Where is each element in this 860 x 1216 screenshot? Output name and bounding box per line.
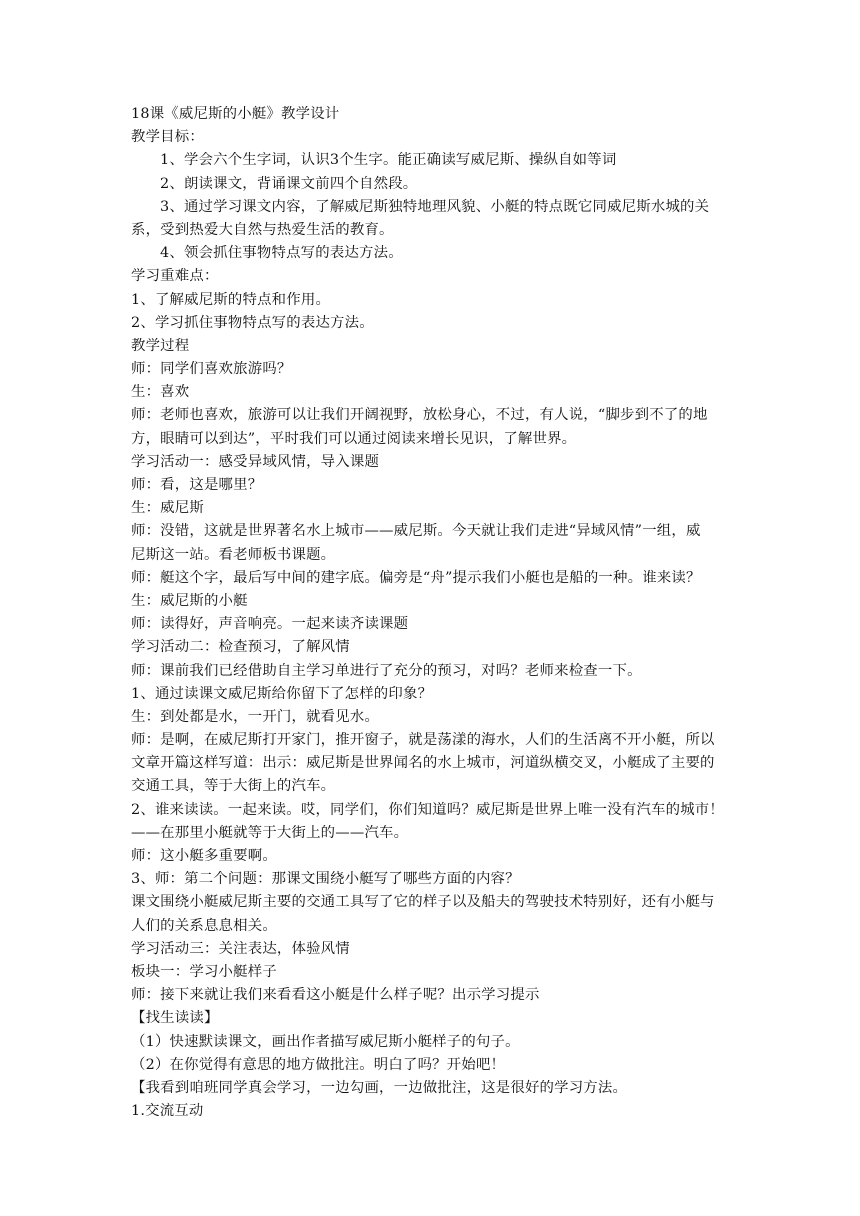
document-line: 师：这小艇多重要啊。	[131, 848, 277, 864]
document-line: 4、领会抓住事物特点写的表达方法。	[160, 245, 403, 262]
document-line: 师：接下来就让我们来看看这小艇是什么样子呢？出示学习提示	[131, 987, 540, 1004]
document-line: 师：读得好，声音响亮。一起来读齐读课题	[131, 616, 409, 633]
document-line: （1）快速默读课文，画出作者描写威尼斯小艇样子的句子。	[131, 1033, 520, 1050]
document-line: 3、通过学习课文内容，了解威尼斯独特地理风貌、小艇的特点既它同威尼斯水城的关	[160, 198, 710, 215]
document-line: 教学目标：	[131, 129, 204, 146]
document-line: 学习活动一：感受异域风情，导入课题	[131, 453, 380, 470]
document-line: 2、谁来读读。一起来读。哎，同学们，你们知道吗？威尼斯是世界上唯一没有汽车的城市！	[131, 801, 724, 818]
document-line: 3、师：第二个问题：那课文围绕小艇写了哪些方面的内容？	[131, 871, 520, 888]
document-line: 学习活动三：关注表达，体验风情	[131, 940, 350, 957]
document-line: 师：同学们喜欢旅游吗？	[131, 361, 292, 378]
document-line: 生：威尼斯	[131, 500, 204, 517]
document-line: 师：老师也喜欢，旅游可以让我们开阔视野，放松身心，不过，有人说，“脚步到不了的地	[131, 407, 708, 424]
document-line: 师：是啊，在威尼斯打开家门，推开窗子，就是荡漾的海水，人们的生活离不开小艇，所以	[131, 732, 715, 749]
document-body	[131, 103, 731, 1123]
document-line: 【找生读读】	[131, 1010, 219, 1027]
document-line: 系，受到热爱大自然与热爱生活的教育。	[131, 221, 394, 238]
document-line: 师：课前我们已经借助自主学习单进行了充分的预习，对吗？老师来检查一下。	[131, 662, 642, 679]
document-line: 板块一：学习小艇样子	[131, 963, 277, 980]
document-line: 2、朗读课文，背诵课文前四个自然段。	[160, 175, 418, 192]
document-line: 1、了解威尼斯的特点和作用。	[131, 291, 331, 308]
document-line: （2）在你觉得有意思的地方做批注。明白了吗？开始吧！	[131, 1056, 506, 1073]
document-line: 生：喜欢	[131, 384, 190, 401]
document-line: 生：威尼斯的小艇	[131, 592, 248, 609]
document-line: 师：看，这是哪里？	[131, 477, 263, 493]
document-line: 文章开篇这样写道：出示：威尼斯是世界闻名的水上城市，河道纵横交叉，小艇成了主要的	[131, 755, 715, 772]
document-line: 2、学习抓住事物特点写的表达方法。	[131, 314, 374, 331]
document-line: 【我看到咱班同学真会学习，一边勾画，一边做批注，这是很好的学习方法。	[131, 1079, 628, 1096]
document-line: 课文围绕小艇威尼斯主要的交通工具写了它的样子以及船夫的驾驶技术特别好，还有小艇与	[131, 894, 715, 911]
document-line: 师：艇这个字，最后写中间的建字底。偏旁是“舟”提示我们小艇也是船的一种。谁来读？	[131, 569, 701, 586]
document-line: 1、学会六个生字词，认识3个生字。能正确读写威尼斯、操纵自如等词	[160, 152, 617, 169]
document-line: 学习重难点：	[131, 268, 219, 285]
document-line: 生：到处都是水，一开门，就看见水。	[131, 708, 380, 725]
document-line: 人们的关系息息相关。	[131, 917, 277, 934]
document-line: 交通工具，等于大街上的汽车。	[131, 778, 336, 795]
document-line: 尼斯这一站。看老师板书课题。	[131, 546, 336, 563]
document-line: 1、通过读课文威尼斯给你留下了怎样的印象？	[131, 685, 433, 702]
document-line: 教学过程	[131, 337, 190, 354]
document-line: ——在那里小艇就等于大街上的——汽车。	[131, 824, 409, 841]
document-line: 18课《威尼斯的小艇》教学设计	[131, 106, 340, 122]
document-line: 1.交流互动	[131, 1103, 204, 1120]
document-line: 师：没错，这就是世界著名水上城市——威尼斯。今天就让我们走进“异域风情”一组，威	[131, 523, 701, 540]
document-line: 方，眼睛可以到达”，平时我们可以通过阅读来增长见识，了解世界。	[131, 430, 577, 447]
document-line: 学习活动二：检查预习，了解风情	[131, 639, 350, 656]
